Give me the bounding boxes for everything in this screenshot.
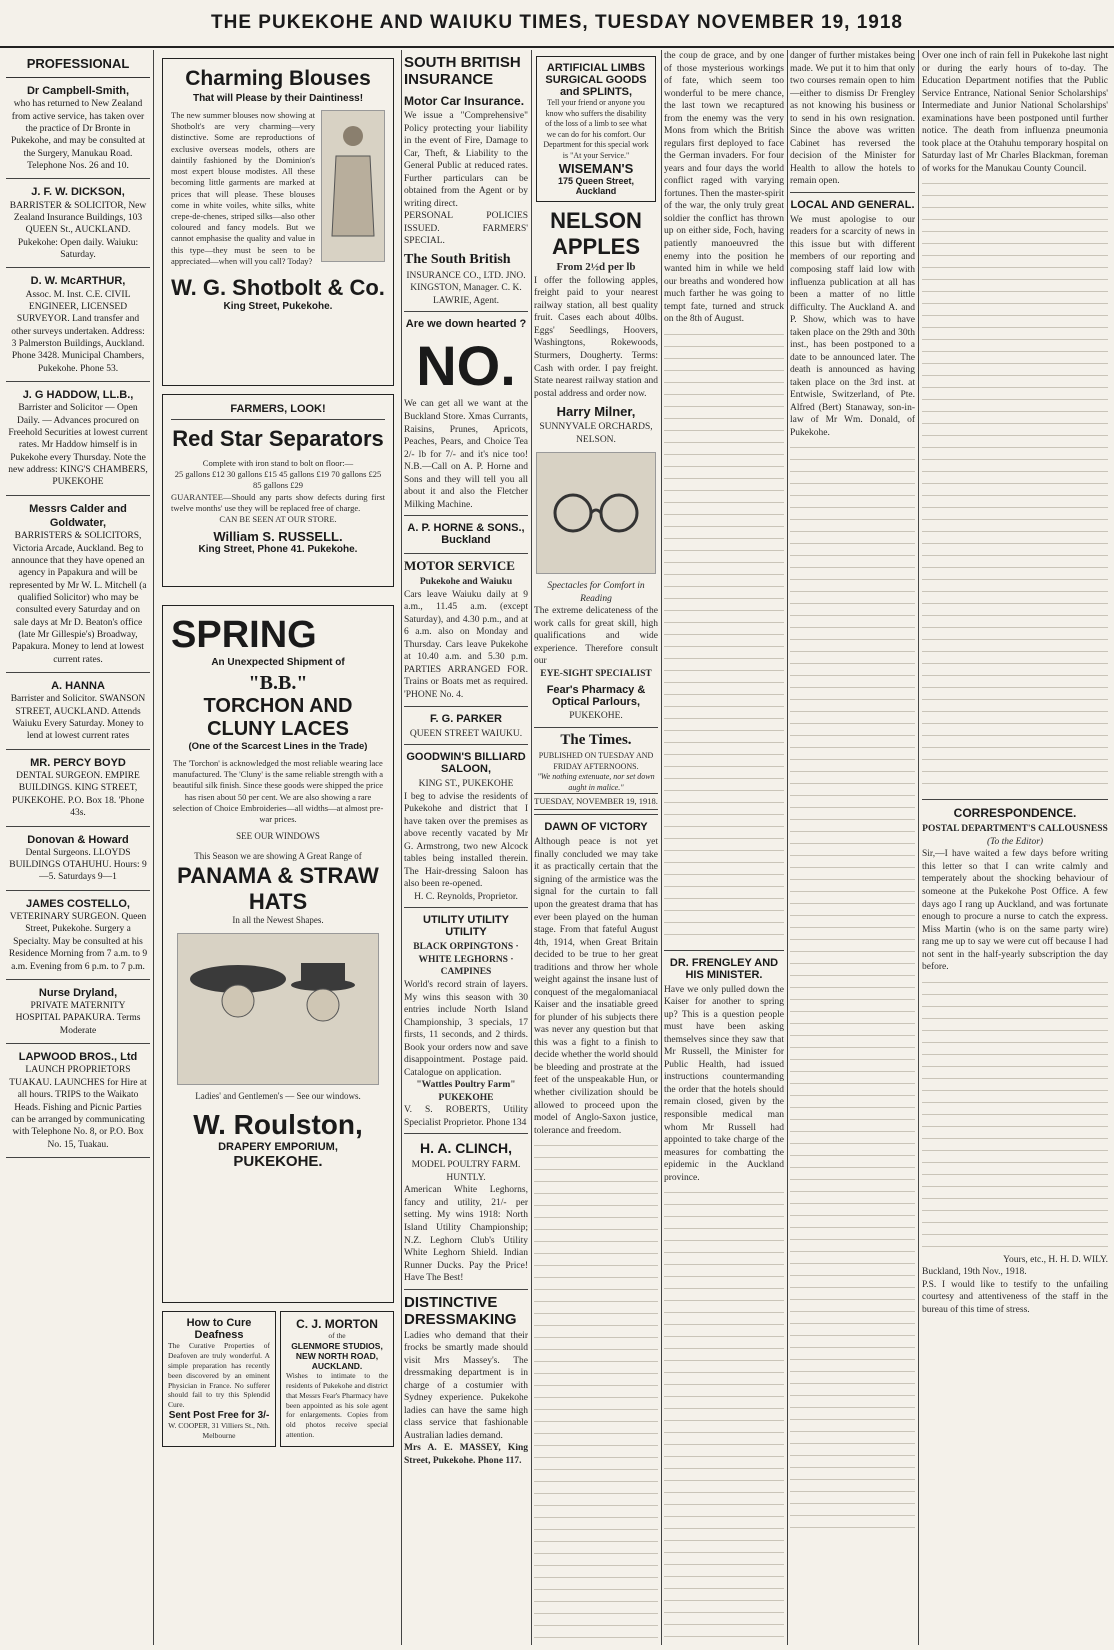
dawn-of-victory-body: Although peace is not yet finally concluded we may take it as practically certain that the signing of the armistice was the signal for the curtain to fall upon the greatest drama that has ever been played on the human stage. From that fateful August 4th, 1914, when Great Britain decided to be true to her great traditions and throw her whole weight against the insane lust of conquest of the megalomaniacal Kaiser and the insatiable greed for plunder of his subjects there was never any question but that this was a fight to a finish to decide whether the world should be bleeding and prostrate at the feet of the unspeakable Hun, or whether civilization should be allowed to proceed upon the model of Anglo-Saxon justice, tolerance and freedom.	[534, 837, 658, 1136]
dawn-of-victory-heading: DAWN OF VICTORY	[534, 814, 658, 836]
insurance-body: We issue a "Comprehensive" Policy protecting your liability in the event of Fire, Damage to Car, Theft, & Liability to the General Public at reduced rates. Further particulars can be obtained from the Agent or by writing direct.	[404, 111, 528, 209]
hats-sub: In all the Newest Shapes.	[232, 915, 324, 926]
roulston-emporium: DRAPERY EMPORIUM,	[218, 1140, 338, 1153]
local-and-general-heading: LOCAL AND GENERAL.	[790, 192, 915, 214]
times-publication: PUBLISHED ON TUESDAY AND FRIDAY AFTERNOONS.	[538, 750, 654, 771]
professional-details: BARRISTER & SOLICITOR, New Zealand Insurance Buildings, 103 QUEEN St., AUCKLAND. Pukekohe: Open daily. Waiuku: Saturday.	[9, 200, 147, 261]
blouses-title: Charming Blouses	[185, 67, 371, 90]
russell-firm: William S. RUSSELL.	[213, 529, 343, 545]
spectacles-illustration	[536, 452, 656, 574]
morton-of: of the	[328, 1331, 346, 1340]
billiard-saloon-title: GOODWIN'S BILLIARD SALOON,	[404, 744, 528, 778]
limbs-body: Tell your friend or anyone you know who suffers the disability of the loss of a limb to see what we can do for his comfort. Our Department for this special work is "At your Service."	[543, 98, 649, 160]
motor-route: Pukekohe and Waiuku	[419, 577, 513, 588]
professional-name: J. G HADDOW, LL.B.,	[22, 389, 134, 402]
eyesight-specialist: EYE-SIGHT SPECIALIST	[540, 668, 652, 679]
professional-details: VETERINARY SURGEON. Queen Street, Pukekohe. Surgery a Specialty. May be consulted at his Residence Morning from 7 a.m. to 9 a.m. Evening from 6 p.m. to 7 p.m.	[8, 912, 148, 972]
wattles-farm: "Wattles Poultry Farm" PUKEKOHE	[416, 1080, 516, 1103]
parker-name: F. G. PARKER	[404, 706, 528, 728]
see-windows: SEE OUR WINDOWS	[236, 831, 320, 842]
professional-card	[6, 673, 150, 750]
buckland-store-body: We can get all we want at the Buckland Store. Xmas Currants, Raisins, Prunes, Apricots, Peaches, Pears, and Choice Tea 2/- lb for 7/- and it's nice too! N.B.—Call on A. P. Horne and Sons and they will tell you all about it and also the Fletcher Milking Machine.	[404, 399, 528, 510]
local-and-general-body: We must apologise to our readers for a scarcity of news in this issue but with different members of our reporting and composing staff laid low with influenza publication at all has been a matter of no little difficulty. The Auckland A. and P. Show, which was to have taken place on the 29th and 30th inst., has been postponed to a date to be announced later. The death is announced as having taken place on the 3rd inst. at Entwisle, Switzerland, of Pte. Alfred (Bert) Stanaway, son-in-law of Mr Wm. Donald, of Pukekohe.	[790, 214, 915, 438]
letter-to-editor: (To the Editor)	[986, 836, 1044, 847]
apples-body: I offer the following apples, freight paid to your nearest railway station, all best quality fruit. Cases each about 40lbs. Eggs' Seedlings, Hoovers, Washingtons, Rokewoods, Sturmers, Dougherty. Terms: Cash with order. I pay freight. State nearest railway station and postal address and order now.	[534, 275, 658, 399]
professional-name: Dr Campbell-Smith,	[26, 85, 130, 97]
professional-name: Nurse Dryland,	[38, 986, 118, 999]
laces-title: TORCHON AND CLUNY LACES	[203, 695, 353, 740]
professional-card	[6, 980, 150, 1044]
roulston-town: PUKEKOHE.	[233, 1152, 323, 1170]
ads-column-3	[404, 50, 528, 1645]
blouses-tagline: That will Please by their Daintiness!	[192, 93, 364, 104]
artificial-limbs-ad	[536, 56, 656, 202]
ads-and-editorial-column	[534, 50, 658, 1645]
clinch-name: H. A. CLINCH,	[404, 1133, 528, 1159]
frengley-body: Have we only pulled down the Kaiser for another to spring up? This is a question people must have been asking themselves since they saw that Mr Russell, the Minister for Public Health, had issued instructions countermanding the order that the hotels should remain closed, given by the responsible medical man whom Mr Russell had appointed to take charge of the measures for combatting the epidemic in the Auckland province.	[664, 984, 784, 1183]
south-british-company: The South British	[404, 251, 511, 267]
local-news-continued: Over one inch of rain fell in Pukekohe last night or during the early hours of to-day. The Education Department notifies that the Public Service Entrance, National Senior Scholarships' Intermediate and Junior National Scholarships' examinations have been postponed until further notice. The death from influenza pneumonia took place at the Otahuhu temporary hospital on Saturday last of Mr Charles Blackman, foreman of works for the Manukau County Council.	[922, 51, 1108, 174]
professional-details: who has returned to New Zealand from active service, has taken over the practice of Dr Bronte in Pukekohe, and may be consulted at the Surgery, Manukau Road. Telephone Nos. 26 and 10.	[10, 99, 146, 172]
frengley-filler	[664, 1184, 784, 1645]
professional-details: Assoc. M. Inst. C.E. CIVIL ENGINEER, LICENSED SURVEYOR. Land transfer and other surveys undertaken. Address: 3 Palmerston Buildings, Auckland. Phone 3428. Municipal Chambers, Pukekohe. Phone 53.	[11, 289, 145, 374]
letter-heading: POSTAL DEPARTMENT'S CALLOUSNESS	[922, 824, 1108, 835]
roulston-firm: W. Roulston,	[193, 1108, 363, 1140]
display-ads-column	[158, 50, 398, 1645]
separators-ad	[162, 394, 394, 587]
column-rule	[531, 50, 532, 1645]
frengley-heading: DR. FRENGLEY AND HIS MINISTER.	[664, 950, 784, 984]
professional-details: BARRISTERS & SOLICITORS, Victoria Arcade, Auckland. Beg to announce that they have opened an agency in Papakura and will be represented by Mr W. L. Mitchell (a qualified Solicitor) who may be consulted every Saturday and on sale days at Mr D. Beaton's office (late Mr Gillespie's) Broadway, Papakura. Money to lend at lowest current rates.	[9, 531, 147, 665]
separators-seen: CAN BE SEEN AT OUR STORE.	[219, 514, 337, 525]
lady-and-gentleman-illustration	[177, 933, 379, 1085]
deafness-title: How to Cure Deafness	[186, 1317, 252, 1341]
downhearted-question: Are we down hearted ?	[404, 311, 528, 333]
editorial-filler	[664, 326, 784, 946]
issue-date: TUESDAY, NOVEMBER 19, 1918.	[534, 793, 658, 810]
column-rule	[153, 50, 154, 1645]
motor-service-title: MOTOR SERVICE	[404, 553, 528, 576]
hats-title: PANAMA & STRAW HATS	[177, 863, 379, 915]
shotbolt-firm: W. G. Shotbolt & Co.	[171, 275, 385, 301]
bb-brand: "B.B."	[248, 672, 308, 694]
clinch-body: American White Leghorns, fancy and utility, 21/- per setting. My wins 1918: North Island Utility Championship; N.Z. Leghorn Club's Utility White Leghorn Shield. Indian Runner Ducks. Pay the Price! Have The Best!	[404, 1185, 528, 1284]
editorial-column-5	[664, 50, 784, 1645]
laces-sub: (One of the Scarcest Lines in the Trade)	[188, 741, 368, 752]
letter-filler	[922, 974, 1108, 1254]
professional-card	[6, 827, 150, 891]
separators-line1: Complete with iron stand to bolt on floor:—	[202, 458, 354, 468]
frengley-continued: danger of further mistakes being made. We put it to him that only two courses remain open to him—either to dismiss Dr Frengley as not knowing his business or to send in his own resignation. Since the above was written Cabinet has reversed the decision of the Minister for Health to allow the hotels to remain open.	[790, 51, 915, 187]
clinch-farm: MODEL POULTRY FARM. HUNTLY.	[411, 1160, 521, 1183]
professional-name: Messrs Calder and Goldwater,	[29, 502, 127, 530]
deafness-body: The Curative Properties of Deafoven are truly wonderful. A simple preparation has recently been discovered by an eminent Physician in France. No sufferer should fail to try this Splendid Cure.	[168, 1341, 270, 1410]
russell-footer: King Street, Phone 41. Pukekohe.	[198, 544, 358, 556]
professional-card	[6, 891, 150, 980]
hats-caption: Ladies' and Gentlemen's — See our windows.	[195, 1090, 361, 1101]
deafness-offer: Sent Post Free for 3/-	[168, 1410, 270, 1422]
pharmacy-town: PUKEKOHE.	[569, 711, 623, 722]
fears-pharmacy: Fear's Pharmacy & Optical Parlours,	[546, 684, 646, 709]
professional-name: JAMES COSTELLO,	[26, 897, 130, 910]
article-continuation	[534, 1137, 658, 1645]
professional-name: Donovan & Howard	[27, 833, 129, 846]
spring-sub: An Unexpected Shipment of	[211, 657, 345, 668]
milner-name: Harry Milner,	[556, 404, 636, 420]
blouses-ad	[162, 58, 394, 386]
local-news-filler-7	[922, 175, 1108, 795]
motor-schedule: Cars leave Waiuku daily at 9 a.m., 11.45 a.m. (except Saturday), and 4.30 p.m., and at 6 a.m. also on Monday and Thursday. Cars leave Pukekohe at 10.40 a.m. and 5.30 p.m. PARTIES ARRANGED FOR. Trains or Boats met as required. 'PHONE No. 4.	[404, 589, 528, 700]
professional-details: Barrister and Solicitor. SWANSON STREET, AUCKLAND. Attends Waiuku Every Saturday. Money to lend at lowest current rates	[10, 694, 146, 742]
separators-kicker: FARMERS, LOOK!	[171, 403, 385, 420]
separators-prices: 25 gallons £12 30 gallons £15 45 gallons £19 70 gallons £25 85 gallons £29	[174, 469, 382, 491]
insurance-agents: INSURANCE CO., LTD. JNO. KINGSTON, Manager. C. K. LAWRIE, Agent.	[406, 270, 526, 306]
letter-date: Buckland, 19th Nov., 1918.	[922, 1267, 1027, 1278]
professional-details: DENTAL SURGEON. EMPIRE BUILDINGS. KING STREET, PUKEKOHE. P.O. Box 18. 'Phone 43s.	[11, 771, 145, 819]
spring-ad	[162, 605, 394, 1303]
professional-name: D. W. McARTHUR,	[30, 275, 126, 288]
letter-body: Sir,—I have waited a few days before writing this letter so that I can write calmly and temperately about the shocking behaviour of someone at the Pukekohe Post Office. A few days ago I rang up Auckland, and was fortunate enough to procure a nurse to catch the express. Miss Martin (who is on the same party wire) rang me up to say we were cut off because I had not sent in the half-yearly subscription the day before.	[922, 849, 1108, 973]
professional-card	[6, 268, 150, 382]
professional-card	[6, 496, 150, 673]
sunnyvale-orchards: SUNNYVALE ORCHARDS, NELSON.	[539, 422, 653, 445]
separators-title: Red Star Separators	[172, 426, 384, 451]
insurance-policies: PERSONAL POLICIES ISSUED. FARMERS' SPECIAL.	[404, 211, 528, 247]
utility-body: World's record strain of layers. My wins this season with 30 entries include North Island Championship, 3 specials, 17 firsts, 11 seconds, and 2 thirds. Book your orders now and save disappointment. Postage paid. Catalogue on application.	[404, 979, 528, 1078]
insurance-title: SOUTH BRITISH INSURANCE	[404, 54, 521, 88]
horne-sons: A. P. HORNE & SONS., Buckland	[404, 515, 528, 549]
wiseman-street: 175 Queen Street, Auckland	[557, 176, 635, 197]
news-column-7	[922, 50, 1108, 1645]
massey-signature: Mrs A. E. MASSEY, King Street, Pukekohe. Phone 117.	[404, 1443, 528, 1466]
reynolds-signature: H. C. Reynolds, Proprietor.	[414, 891, 518, 902]
limbs-title: ARTIFICIAL LIMBS SURGICAL GOODS and SPLINTS,	[545, 62, 647, 98]
professional-card	[6, 382, 150, 496]
professional-card	[6, 1044, 150, 1158]
morton-studios: GLENMORE STUDIOS, NEW NORTH ROAD, AUCKLAND.	[291, 1340, 383, 1371]
separators-guarantee: GUARANTEE—Should any parts show defects during first twelve months' use they will be replaced free of charge.	[171, 491, 385, 513]
spring-title: SPRING	[171, 614, 317, 656]
professional-card	[6, 750, 150, 827]
professional-name: MR. PERCY BOYD	[30, 756, 126, 769]
professional-name: LAPWOOD BROS., Ltd	[18, 1051, 138, 1064]
professional-details: Barrister and Solicitor — Open Daily. — Advances procured on Freehold Securities at lowest current rates. Mr Haddow himself is in Pukekohe every Thursday. Note the new address: KING'S CHAMBERS, PUKEKOHE	[8, 403, 148, 488]
spectacles-caption: Spectacles for Comfort in Reading	[547, 581, 645, 604]
professional-name: J. F. W. DICKSON,	[31, 186, 125, 199]
letter-postscript: P.S. I would like to testify to the unfailing courtesy and attentiveness of the staff in the bureau of this time of stress.	[922, 1279, 1108, 1315]
no-headline: NO.	[416, 334, 516, 398]
dressmaking-title: DISTINCTIVE DRESSMAKING	[404, 1289, 528, 1330]
column-rule	[918, 50, 919, 1645]
letter-signature: Yours, etc., H. H. D. WILY.	[1003, 1254, 1108, 1265]
masthead: THE PUKEKOHE AND WAIUKU TIMES, TUESDAY NOVEMBER 19, 1918	[0, 0, 1114, 48]
local-news-filler	[790, 439, 915, 1539]
roberts-signature: V. S. ROBERTS, Utility Specialist Proprietor. Phone 134	[404, 1105, 528, 1128]
professional-details: LAUNCH PROPRIETORS TUAKAU. LAUNCHES for Hire at all hours. TRIPS to the Waikato Heads. Fishing and Picnic Parties can be arranged by communicating with Telephone No. 8, or P.O. Box No. 15, Tuakau.	[9, 1065, 147, 1150]
editorial-continued: the coup de grace, and by one of those mysterious workings of fate, which seem too wonderful to be mere chance, the last town we recaptured from the enemy was the very Mons from which the British regulars first deployed to face the German invaders. For four years and four days the world conflict raged with varying fortunes. Then the master-spirit of the war, the only truly great soldier the conflict has thrown up on either side, Foch, having patiently manoeuvred the enemy into the position he wanted him in while we held our breaths and wondered how much farther he was going to tempt fate, turned and struck on the 8th of August.	[664, 51, 784, 325]
utility-breeds: BLACK ORPINGTONS · WHITE LEGHORNS · CAMPINES	[413, 942, 519, 978]
morton-ad	[280, 1311, 394, 1447]
dressmaking-body: Ladies who demand that their frocks be smartly made should visit Mrs Massey's. The dressmaking department is in charge of a costumier with Sydney experience. Pukekohe ladies can have the same high class service that fashionable Australian ladies demand.	[404, 1330, 528, 1441]
wiseman-name: WISEMAN'S	[558, 161, 634, 177]
bottom-ads	[162, 1311, 394, 1447]
correspondence-heading: CORRESPONDENCE.	[922, 799, 1108, 823]
column-rule	[661, 50, 662, 1645]
parker-street: QUEEN STREET WAIUKU.	[409, 728, 523, 739]
nelson-apples-title: NELSON APPLES	[550, 208, 642, 260]
motor-insurance: Motor Car Insurance.	[404, 94, 525, 108]
utility-title: UTILITY UTILITY UTILITY	[404, 907, 528, 941]
morton-body: Wishes to intimate to the residents of Pukekohe and district that Messrs Fear's Pharmacy have been appointed as his sole agent for enlargements. Copies from old photos receive special attention.	[286, 1370, 388, 1440]
professional-details: PRIVATE MATERNITY HOSPITAL PAPAKURA. Terms Moderate	[15, 1001, 141, 1036]
deafness-ad	[162, 1311, 276, 1447]
professional-card	[6, 78, 150, 179]
times-motto: "We nothing extenuate, nor set down aught in malice."	[537, 772, 655, 792]
professional-header: PROFESSIONAL	[6, 50, 150, 78]
professional-name: A. HANNA	[51, 680, 105, 693]
blouses-body: The new summer blouses now showing at Shotbolt's are very charming—very distinctive. Some are reproductions of exclusive overseas models, others are daintily fashioned by the Dominion's most expert blouse modistes. All these becoming little garments are marked at prices that will please. These blouses come in white voiles, white silks, white crepe-de-chenes, striped silks—also other coloured and fancy models. But we cannot emphasise the quality and value in this type—they must be seen to be appreciated—when will you call? Today?	[171, 110, 315, 266]
column-rule	[401, 50, 402, 1645]
column-rule	[787, 50, 788, 1645]
laces-body: The 'Torchon' is acknowledged the most reliable wearing lace manufactured. The 'Cluny' is the same reliable strength with a beautiful silk finish. Since these goods were shipped the price has risen about 50 per cent. We are also showing a rare selection of Choice Embroideries—all widths—at almost pre-war prices.	[172, 758, 384, 825]
apples-price: From 2½d per lb	[556, 261, 636, 274]
professional-details: Dental Surgeons. LLOYDS BUILDINGS OTAHUHU. Hours: 9—5. Saturdays 9—1	[9, 847, 147, 883]
billiard-street: KING ST., PUKEKOHE	[418, 779, 514, 790]
news-column-6	[790, 50, 915, 1645]
billiard-body: I beg to advise the residents of Pukekohe and district that I have taken over the premises as above recently vacated by Mr G. Armstrong, two new Alcock tables being installed therein. The Hair-dressing Saloon has also been re-opened.	[404, 791, 528, 890]
hats-intro: This Season we are showing A Great Range of	[194, 851, 362, 862]
woman-in-blouse-illustration	[321, 110, 385, 262]
specs-body: The extreme delicateness of the work calls for great skill, high qualifications and wide experience. Therefore consult our	[534, 606, 658, 667]
professional-card	[6, 179, 150, 268]
deafness-agent: W. COOPER, 31 Villiers St., Nth. Melbourne	[168, 1421, 270, 1441]
times-title: The Times.	[534, 727, 658, 751]
morton-name: C. J. MORTON	[296, 1317, 378, 1331]
shotbolt-street: King Street, Pukekohe.	[223, 301, 333, 313]
professional-column	[6, 50, 150, 1645]
